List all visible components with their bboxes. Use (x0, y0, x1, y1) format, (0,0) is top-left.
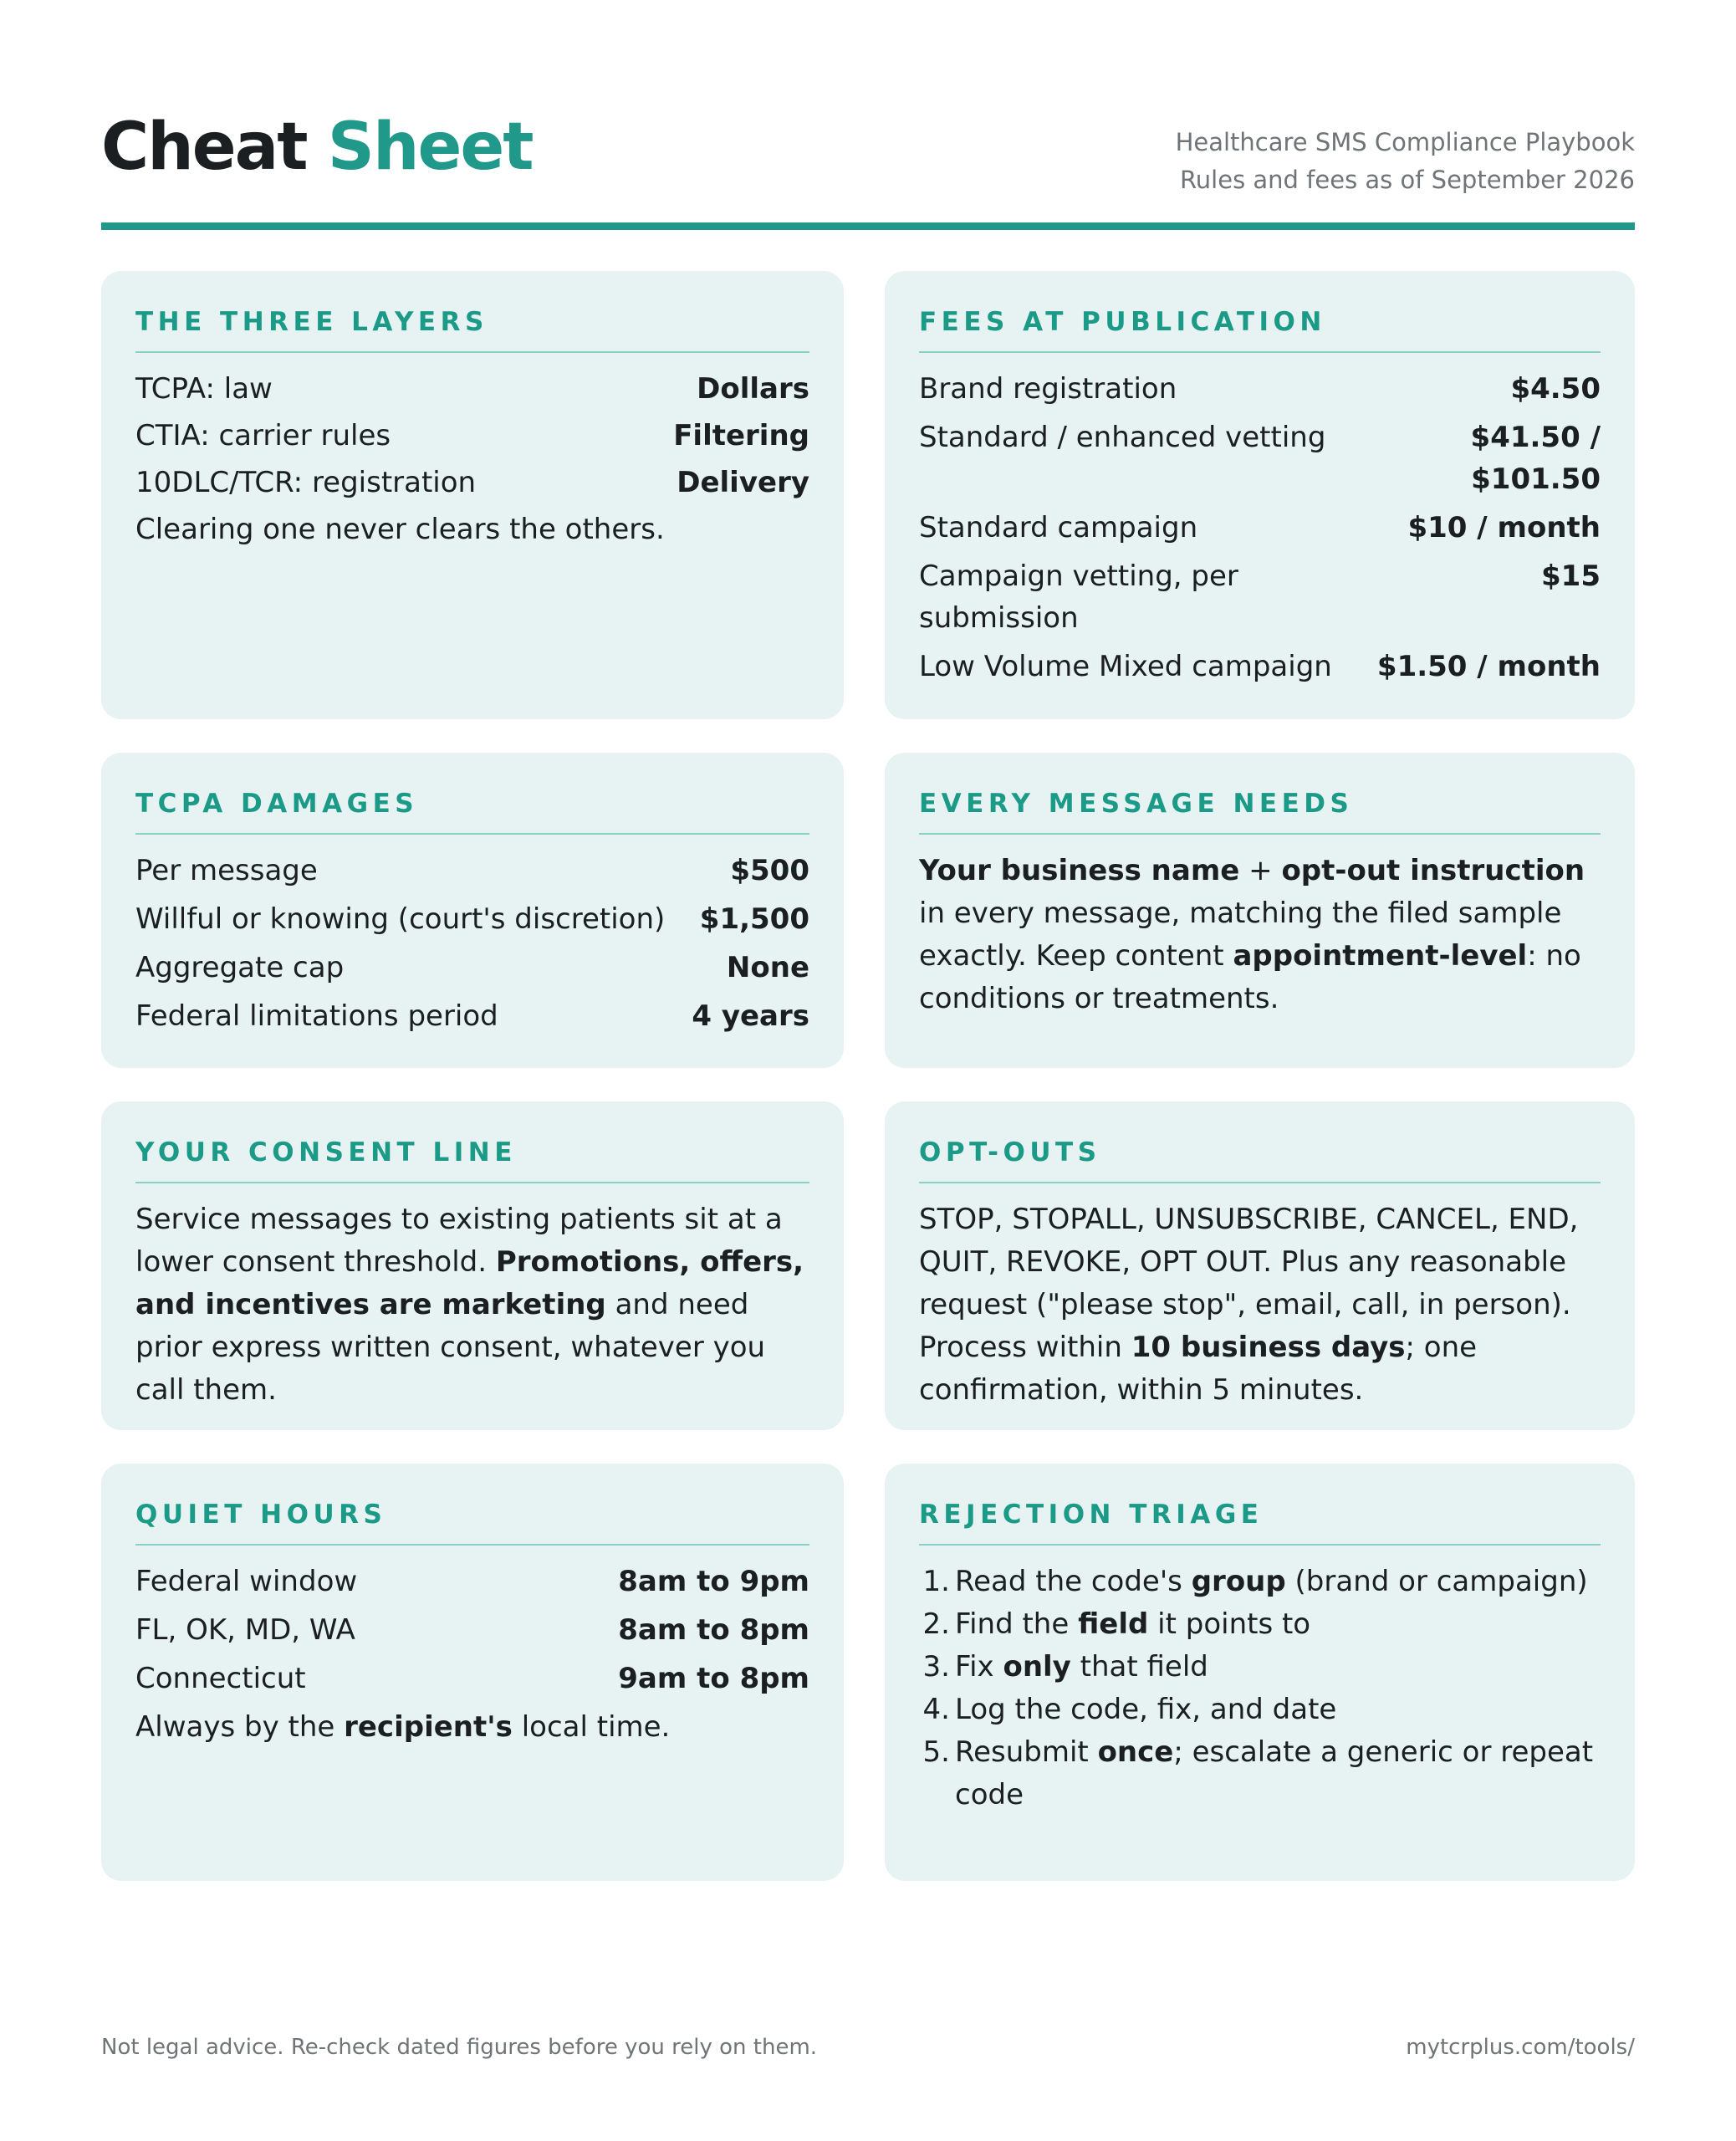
step-number: 4. (922, 1693, 950, 1726)
row-value: None (726, 951, 809, 984)
row-label: CTIA: carrier rules (135, 419, 391, 452)
text-segment: Service messages to existing patients sit at a lower consent threshold. (135, 1203, 783, 1279)
opt-outs-text (919, 1198, 1601, 1412)
text-segment: STOP, STOPALL, UNSUBSCRIBE, CANCEL, END, QUIT, REVOKE, OPT OUT. Plus any reasonable request ("please stop", email, call, in person). Process within (919, 1203, 1579, 1364)
row-label: Per message (135, 854, 318, 887)
step-text (955, 1731, 1601, 1817)
consent-text (135, 1198, 809, 1412)
card-title: OPT-OUTS (919, 1133, 1601, 1183)
bold-appointment-level: appointment-level (1233, 939, 1528, 973)
row-value: $15 (1541, 560, 1601, 593)
row-label: TCPA: law (135, 372, 273, 406)
text-segment: it points to (1148, 1607, 1311, 1641)
text-segment: and need prior express written consent, whatever you call them. (135, 1288, 766, 1407)
row-label: Brand registration (919, 372, 1177, 406)
row-value: $41.50 / $101.50 (1470, 421, 1601, 496)
card-title: TCPA DAMAGES (135, 784, 809, 835)
bold-marketing: Promotions, offers, and incentives are marketing (135, 1245, 804, 1321)
row-label: Low Volume Mixed campaign (919, 650, 1332, 683)
table-row (135, 368, 809, 410)
table-row (919, 507, 1601, 549)
tcpa-damages-rows (135, 850, 809, 1037)
table-row (135, 1658, 809, 1699)
row-label: Aggregate cap (135, 951, 345, 984)
table-row (135, 1609, 809, 1651)
page-title (101, 105, 533, 189)
table-row (919, 646, 1601, 687)
header-subtitle (1176, 124, 1635, 199)
card-title: QUIET HOURS (135, 1495, 809, 1546)
bold-term: only (1003, 1650, 1071, 1684)
step-number: 5. (922, 1735, 950, 1769)
bold-business-days: 10 business days (1131, 1331, 1406, 1364)
bold-recipient: recipient's (344, 1710, 513, 1744)
card-rejection-triage (885, 1464, 1635, 1881)
quiet-hours-rows (135, 1561, 809, 1699)
card-quiet-hours (101, 1464, 844, 1881)
table-row (135, 947, 809, 989)
card-three-layers (101, 271, 844, 719)
footer-url[interactable]: mytcrplus.com/tools/ (1406, 2035, 1635, 2060)
table-row (135, 415, 809, 457)
row-value: 8am to 9pm (618, 1565, 809, 1598)
text-segment: ; escalate a generic or repeat code (955, 1735, 1594, 1811)
card-title: YOUR CONSENT LINE (135, 1133, 809, 1183)
three-layers-note: Clearing one never clears the others. (135, 513, 665, 546)
list-item (919, 1561, 1601, 1603)
every-message-text (919, 850, 1601, 1020)
text-segment: Resubmit (955, 1735, 1098, 1769)
triage-steps-list (919, 1561, 1601, 1817)
list-item (919, 1646, 1601, 1689)
header-rule (101, 222, 1635, 230)
row-label: Willful or knowing (court's discretion) (135, 902, 666, 936)
row-label: Federal limitations period (135, 999, 498, 1033)
text-segment: (brand or campaign) (1285, 1565, 1588, 1598)
card-title: EVERY MESSAGE NEEDS (919, 784, 1601, 835)
table-row (135, 1561, 809, 1602)
table-row (919, 368, 1601, 410)
text-segment: Always by the (135, 1710, 345, 1744)
subtitle-line-1: Healthcare SMS Compliance Playbook (1175, 128, 1635, 156)
card-title: FEES AT PUBLICATION (919, 303, 1601, 353)
row-label: FL, OK, MD, WA (135, 1613, 355, 1647)
card-opt-outs (885, 1101, 1635, 1430)
row-value: $1,500 (699, 902, 809, 936)
table-row (919, 555, 1601, 639)
card-every-message (885, 753, 1635, 1068)
row-value: Filtering (673, 419, 809, 452)
step-text (955, 1603, 1601, 1646)
row-label: Connecticut (135, 1662, 306, 1695)
bold-business-name: Your business name (919, 854, 1240, 887)
text-segment: local time. (512, 1710, 671, 1744)
list-item (919, 1603, 1601, 1646)
step-text (955, 1689, 1601, 1731)
title-word-sheet: Sheet (327, 110, 533, 185)
table-row (135, 898, 809, 940)
row-value: Dollars (697, 372, 809, 406)
text-segment: Read the code's (955, 1565, 1192, 1598)
list-item (919, 1731, 1601, 1817)
text-segment: Find the (955, 1607, 1079, 1641)
row-label: Standard / enhanced vetting (919, 421, 1326, 454)
row-value: 4 years (692, 999, 809, 1033)
plus-sign: + (1239, 854, 1282, 887)
text-segment: ; one confirmation, within 5 minutes. (919, 1331, 1478, 1407)
row-label: Standard campaign (919, 511, 1198, 544)
step-number: 1. (922, 1565, 950, 1598)
row-value: $4.50 (1510, 372, 1601, 406)
three-layers-rows (135, 368, 809, 503)
text-segment: Log the code, fix, and date (955, 1693, 1337, 1726)
list-item (919, 1689, 1601, 1731)
header (101, 100, 1635, 226)
text-segment: in every message, matching the filed sample exactly. Keep content (919, 897, 1562, 973)
card-consent (101, 1101, 844, 1430)
table-row (919, 416, 1601, 500)
row-value: $500 (730, 854, 809, 887)
step-number: 3. (922, 1650, 950, 1684)
card-fees (885, 271, 1635, 719)
bold-term: group (1191, 1565, 1286, 1598)
footer-disclaimer: Not legal advice. Re-check dated figures before you rely on them. (101, 2035, 818, 2060)
subtitle-line-2: Rules and fees as of September 2026 (1179, 166, 1635, 194)
fees-rows (919, 368, 1601, 687)
row-value: 8am to 8pm (618, 1613, 809, 1647)
card-title: REJECTION TRIAGE (919, 1495, 1601, 1546)
row-value: $1.50 / month (1376, 650, 1601, 683)
table-row (135, 995, 809, 1037)
step-text (955, 1646, 1601, 1689)
step-text (955, 1561, 1601, 1603)
card-title: THE THREE LAYERS (135, 303, 809, 353)
row-label: Federal window (135, 1565, 358, 1598)
text-segment: Fix (955, 1650, 1003, 1684)
bold-term: field (1078, 1607, 1149, 1641)
card-tcpa-damages (101, 753, 844, 1068)
cheat-sheet-page (101, 0, 1635, 2141)
title-word-cheat: Cheat (101, 110, 307, 185)
row-label: 10DLC/TCR: registration (135, 466, 477, 499)
text-segment: that field (1070, 1650, 1208, 1684)
table-row (135, 462, 809, 503)
bold-opt-out: opt-out instruction (1281, 854, 1585, 887)
row-value: $10 / month (1407, 511, 1601, 544)
bold-term: once (1097, 1735, 1174, 1769)
row-value: Delivery (677, 466, 809, 499)
row-label: Campaign vetting, per submission (919, 560, 1238, 635)
quiet-hours-note (135, 1706, 809, 1748)
row-value: 9am to 8pm (618, 1662, 809, 1695)
table-row (135, 850, 809, 892)
step-number: 2. (922, 1607, 950, 1641)
text-segment: : no conditions or treatments. (919, 939, 1581, 1015)
